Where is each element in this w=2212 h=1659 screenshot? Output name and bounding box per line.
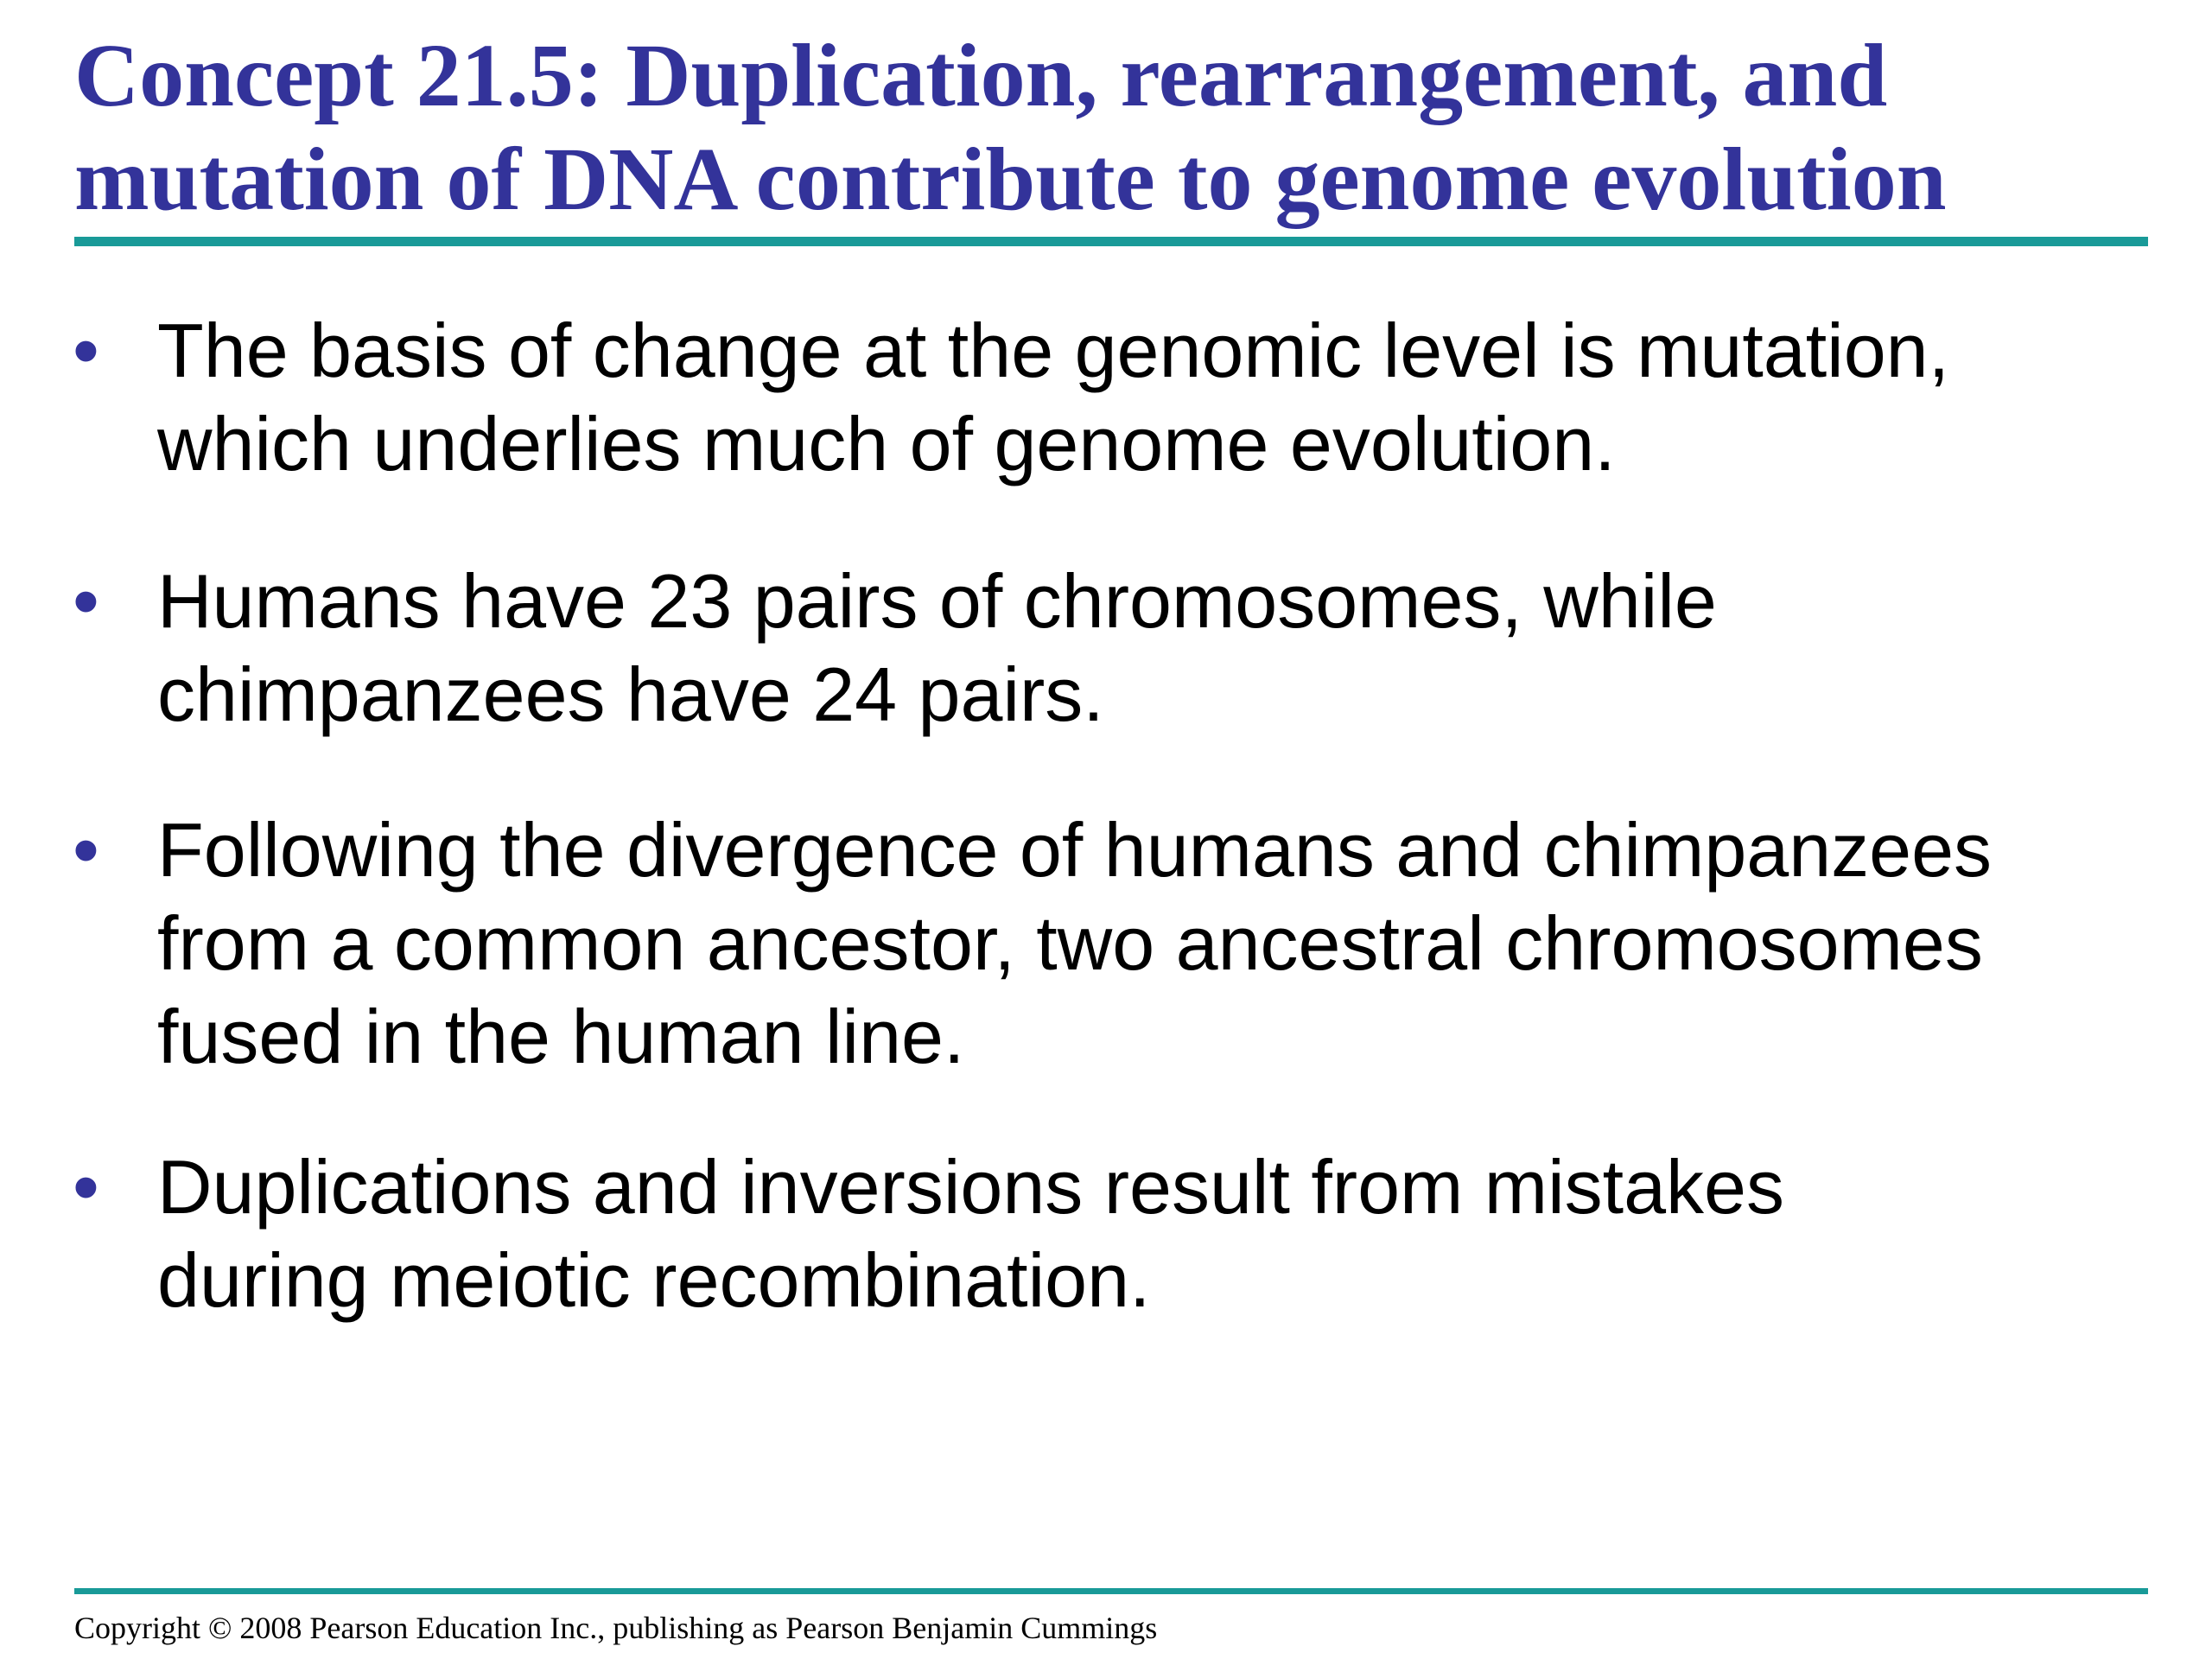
title-line: mutation of DNA contribute to genome evolution: [74, 130, 1947, 229]
bullet-dot-icon: •: [73, 308, 99, 393]
bullet-dot-icon: •: [73, 807, 99, 893]
bullet-text: [157, 555, 2145, 741]
bullet-line: Duplications and inversions result from mistakes: [157, 1144, 1784, 1230]
bullet-dot-icon: •: [73, 1144, 99, 1230]
slide-title: [74, 24, 2148, 232]
bullet-line: from a common ancestor, two ancestral chromosomes: [157, 900, 1983, 986]
bullet-text: [157, 804, 2145, 1084]
bullet-line: The basis of change at the genomic level is mutation,: [157, 308, 1950, 393]
title-line: Concept 21.5: Duplication, rearrangement, and: [74, 26, 1888, 125]
bullet-text: [157, 304, 2145, 491]
bullet-dot-icon: •: [73, 558, 99, 644]
bullet-line: which underlies much of genome evolution.: [157, 401, 1616, 486]
bullet-line: during meiotic recombination.: [157, 1237, 1151, 1323]
footer-divider: [74, 1588, 2148, 1594]
bullet-text: [157, 1141, 2145, 1327]
title-divider: [74, 237, 2148, 246]
bullet-line: fused in the human line.: [157, 994, 965, 1079]
bullet-line: Following the divergence of humans and chimpanzees: [157, 807, 1993, 893]
copyright-notice: Copyright © 2008 Pearson Education Inc., publishing as Pearson Benjamin Cummings: [74, 1611, 1158, 1645]
bullet-line: Humans have 23 pairs of chromosomes, while: [157, 558, 1717, 644]
bullet-line: chimpanzees have 24 pairs.: [157, 652, 1104, 737]
